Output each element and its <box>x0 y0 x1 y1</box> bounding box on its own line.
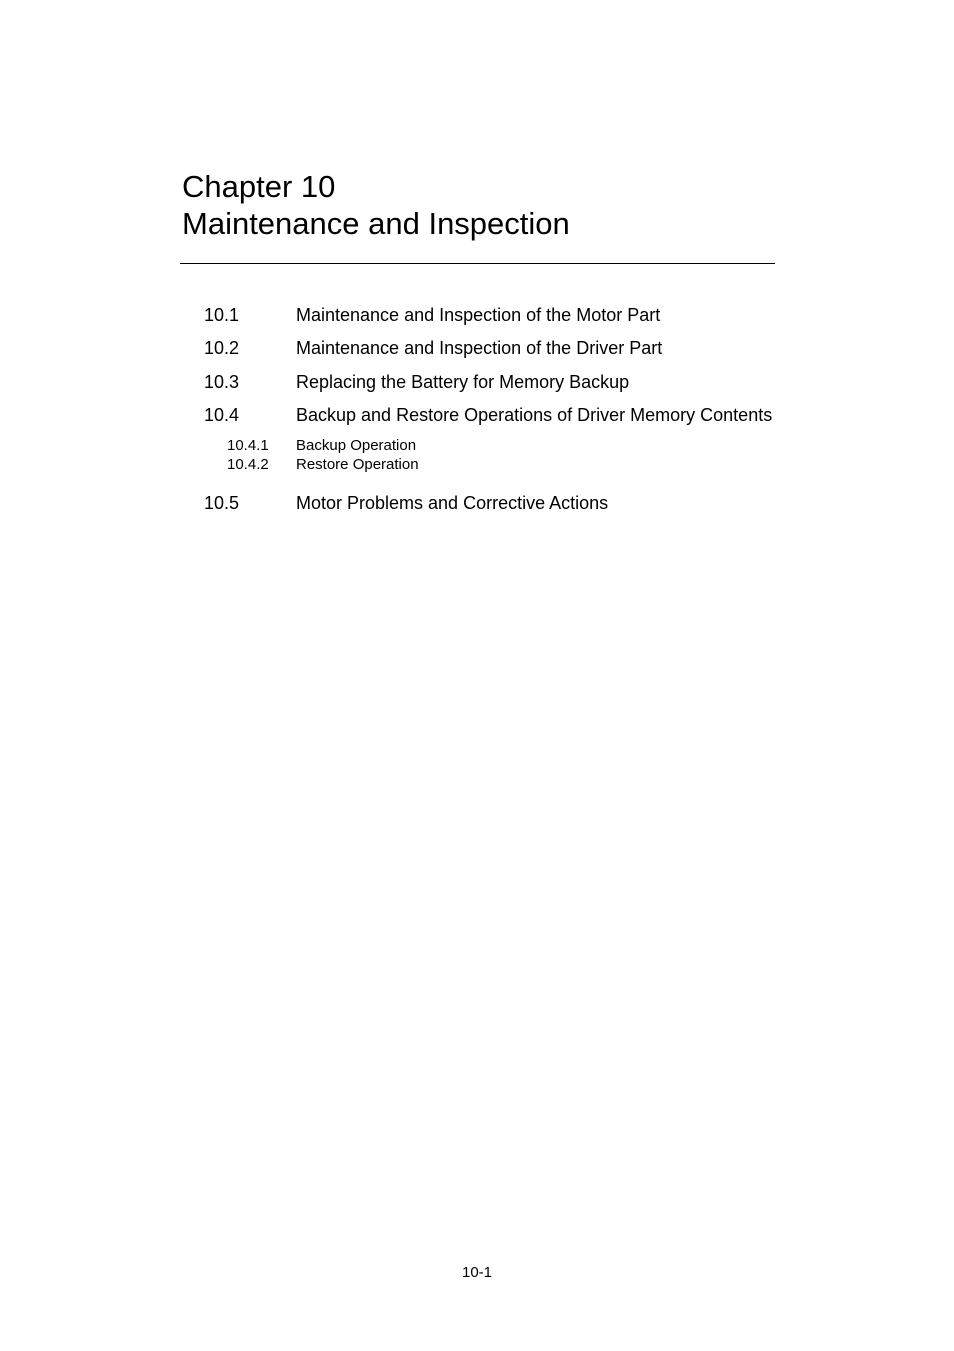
toc-entry-title: Restore Operation <box>296 456 419 473</box>
toc-entry-number: 10.3 <box>204 372 240 392</box>
toc-entry-number: 10.1 <box>204 305 240 325</box>
heading-divider <box>180 263 775 264</box>
page-number: 10-1 <box>461 1264 493 1281</box>
toc-entry-title: Maintenance and Inspection of the Driver Part <box>296 338 663 358</box>
chapter-label: Chapter 10 <box>182 169 336 204</box>
toc-entry-number: 10.5 <box>204 493 240 513</box>
toc-entry-title: Maintenance and Inspection of the Motor Part <box>296 305 661 325</box>
toc-entry-title: Motor Problems and Corrective Actions <box>296 493 609 513</box>
toc-entry-title: Replacing the Battery for Memory Backup <box>296 372 630 392</box>
toc-entry-number: 10.4 <box>204 405 240 425</box>
toc-entry-number: 10.4.1 <box>227 437 269 454</box>
toc-entry-number: 10.4.2 <box>227 456 269 473</box>
toc-entry-number: 10.2 <box>204 338 240 358</box>
toc-entry-title: Backup and Restore Operations of Driver Memory Contents <box>296 405 773 425</box>
chapter-heading <box>182 168 570 242</box>
toc-entry-title: Backup Operation <box>296 437 417 454</box>
chapter-title: Maintenance and Inspection <box>182 206 570 241</box>
